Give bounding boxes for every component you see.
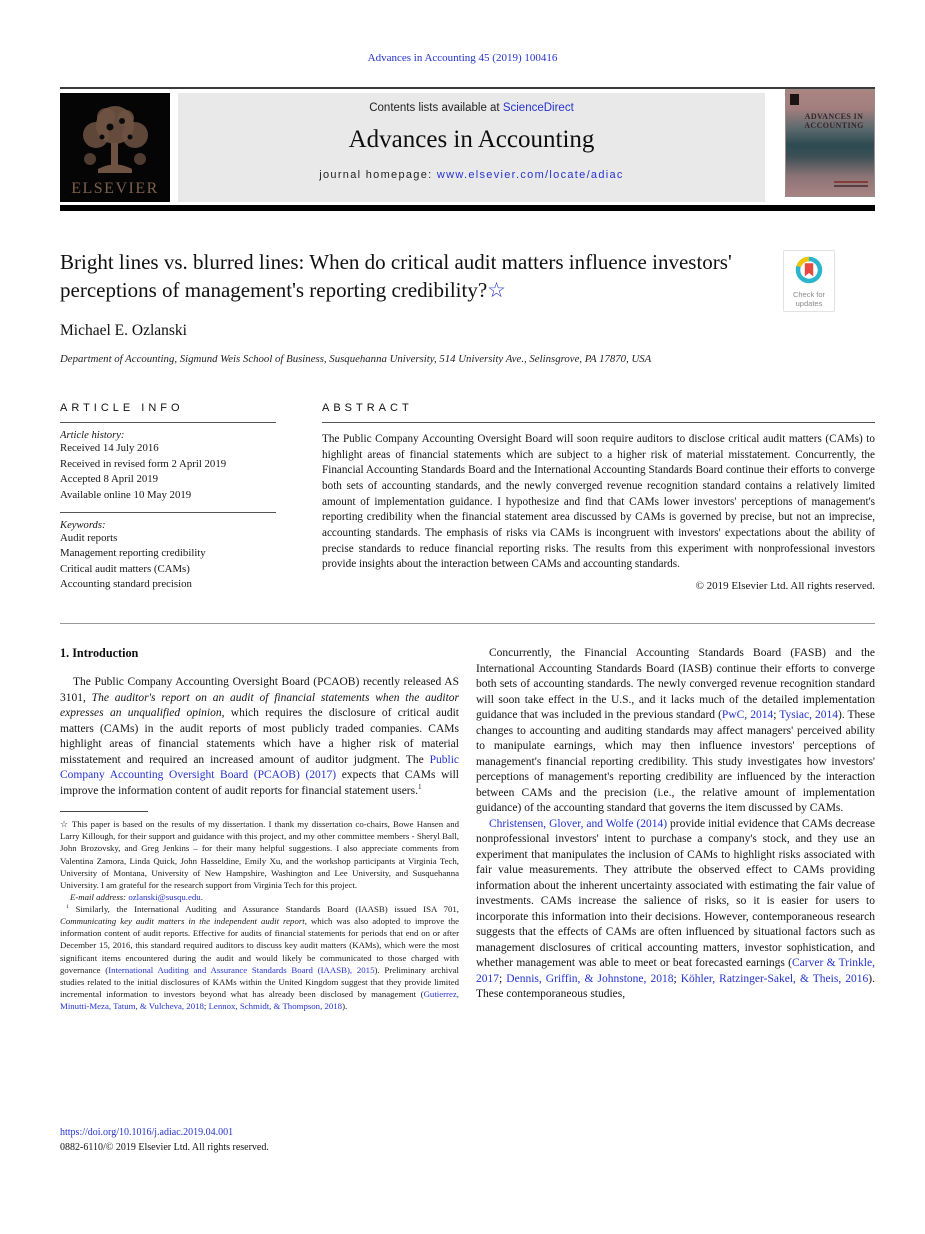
text-segment: ). These changes to accounting and auditing standards may affect managers' perceived ability to manipulate earnings, which may then influence investors' perceptions of management's financial reporting credibility. This study investigates how investors' perceptions of management's reporting credibility are influenced by the interaction between CAMs and the precision (i.e., the relative amount of implementation guidance) of the accounting standard that governs the item discussed by CAMs. bbox=[476, 709, 875, 815]
banner-center-panel bbox=[178, 93, 765, 202]
footnote-divider bbox=[60, 811, 148, 812]
list-item: Accounting standard precision bbox=[60, 578, 192, 591]
body-paragraph bbox=[476, 646, 875, 817]
body-column-right bbox=[476, 643, 875, 1125]
keywords-label: Keywords: bbox=[60, 519, 106, 531]
article-info-heading: ARTICLE INFO bbox=[60, 402, 184, 414]
inline-citation-link[interactable]: PwC, 2014 bbox=[721, 709, 774, 722]
page-footer bbox=[60, 1126, 269, 1155]
list-item: Audit reports bbox=[60, 531, 118, 544]
text-segment: E-mail address: bbox=[70, 891, 129, 902]
check-updates-icon bbox=[794, 255, 824, 285]
text-segment: Communicating key audit matters in the independent audit report bbox=[60, 916, 305, 927]
article-info-column bbox=[60, 396, 276, 593]
article-history-label: Article history: bbox=[60, 430, 125, 441]
homepage-prefix: journal homepage: bbox=[319, 169, 437, 181]
title-block bbox=[60, 249, 766, 305]
contents-line bbox=[178, 102, 765, 114]
doi-link[interactable]: https://doi.org/10.1016/j.adiac.2019.04.001 bbox=[60, 1127, 234, 1138]
body-paragraph bbox=[60, 675, 459, 799]
text-segment: provide initial evidence that CAMs decrease nonprofessional investors' intent to purchase a company's stock, and they use an experiment that manipulates the inclusion of CAMs to highlight risks associated with fair value measurements. They attribute the observed effect to CAMs providing information about the inherent uncertainty associated with estimating the fair value of investments. CAMs increase the salience of risks, so it is easier for users to incorporate this information into their decisions. However, contemporaneous research suggests that the effects of CAMs are often influenced by situational factors such as management disclosures of critical accounting matters, investor sophistication, and whether management was able to meet or beat forecasted earnings ( bbox=[476, 817, 875, 970]
inline-citation-link[interactable]: Christensen, Glover, and Wolfe (2014) bbox=[489, 817, 668, 830]
body-columns bbox=[60, 643, 875, 1125]
author-name: Michael E. Ozlanski bbox=[60, 322, 187, 339]
inline-citation-link[interactable]: Tysiac, 2014 bbox=[779, 709, 838, 722]
text-segment: Concurrently, the Financial Accounting Standards Board (FASB) and the International Accounting Standards Board (IASB) continue their efforts to converge both sets of accounting standards. The newly converged revenue recognition standard will soon take effect in the U.S., and it lacks much of the detailed implementation guidance that was included in the previous standard ( bbox=[476, 647, 875, 722]
text-segment: The Public Company Accounting Oversight Board (PCAOB) recently released AS 3101, bbox=[60, 676, 459, 704]
check-updates-label: Check for updates bbox=[792, 290, 826, 308]
text-segment: Similarly, the International Auditing and Assurance Standards Board (IAASB) issued ISA 701, bbox=[68, 904, 459, 914]
body-column-left bbox=[60, 643, 459, 1125]
footnote-star-note bbox=[60, 818, 459, 891]
text-segment: 1 bbox=[66, 904, 69, 911]
cover-title: ADVANCES IN ACCOUNTING bbox=[804, 112, 864, 131]
homepage-url-link[interactable]: www.elsevier.com/locate/adiac bbox=[436, 169, 624, 181]
inline-citation-link[interactable]: Gutierrez, Minutti-Meza, Tatum, & Vulcheva, 2018 bbox=[60, 988, 459, 1011]
abstract-column bbox=[322, 396, 875, 592]
journal-citation[interactable]: Advances in Accounting 45 (2019) 100416 bbox=[367, 52, 558, 64]
inline-citation-link[interactable]: Lennox, Schmidt, & Thompson, 2018 bbox=[208, 1001, 343, 1011]
elsevier-logo bbox=[60, 93, 170, 202]
inline-citation-link[interactable]: Public Company Accounting Oversight Board (PCAOB) (2017) bbox=[60, 753, 459, 782]
article-title: Bright lines vs. blurred lines: When do critical audit matters influence investors' perceptions of management's reporting credibility?☆ bbox=[60, 250, 732, 302]
journal-title: Advances in Accounting bbox=[348, 126, 595, 153]
section-divider bbox=[60, 623, 875, 624]
header-black-bar bbox=[60, 205, 875, 211]
inline-citation-link[interactable]: International Auditing and Assurance Standards Board (IAASB), 2015 bbox=[108, 964, 375, 975]
section-heading-introduction: 1. Introduction bbox=[60, 646, 139, 660]
text-segment: ; bbox=[203, 1001, 209, 1011]
list-item: Available online 10 May 2019 bbox=[60, 488, 192, 501]
text-segment: ). These contemporaneous studies, bbox=[476, 972, 875, 1001]
check-updates-badge[interactable] bbox=[783, 250, 835, 312]
divider bbox=[60, 512, 276, 513]
elsevier-tree-icon bbox=[60, 93, 170, 202]
journal-header-banner bbox=[60, 93, 875, 202]
footnote-email bbox=[60, 891, 459, 903]
divider bbox=[322, 422, 875, 423]
body-paragraph bbox=[476, 817, 875, 1003]
keywords-list bbox=[60, 531, 276, 594]
list-item: Management reporting credibility bbox=[60, 547, 206, 560]
cover-publisher-mark-icon bbox=[790, 94, 799, 105]
abstract-copyright: © 2019 Elsevier Ltd. All rights reserved. bbox=[695, 580, 875, 593]
list-item: Received 14 July 2016 bbox=[60, 442, 159, 454]
text-segment: . bbox=[200, 891, 203, 902]
divider bbox=[60, 422, 276, 423]
text-segment: , which was also adopted to improve the information content of audit reports. Effective for audits of financial statements for periods that end on or after December 15, 2016, this standard required auditors to discuss key audit matters (KAMs), which were the most significant items encountered during the audit and would likely be communicated to those charged with governance ( bbox=[60, 916, 460, 975]
text-segment: ). Preliminary archival studies related to the initial disclosures of KAMs within the United Kingdom suggest that they provide limited incremental information to investors beyond what has already been disclosed by management ( bbox=[60, 964, 459, 999]
elsevier-wordmark: ELSEVIER bbox=[71, 180, 159, 197]
text-segment: ). bbox=[342, 1001, 348, 1011]
top-divider bbox=[60, 87, 875, 89]
cover-footer-text-lines bbox=[834, 179, 868, 187]
text-segment: expects that CAMs will improve the information content of audit reports for financial statement users. bbox=[60, 769, 459, 797]
abstract-heading: ABSTRACT bbox=[322, 402, 413, 414]
homepage-line bbox=[178, 169, 765, 181]
contents-prefix: Contents lists available at bbox=[369, 102, 503, 114]
issn-copyright-line: 0882-6110/© 2019 Elsevier Ltd. All rights reserved. bbox=[60, 1141, 269, 1153]
title-footnote-star[interactable]: ☆ bbox=[487, 277, 506, 302]
text-segment: ☆ This paper is based on the results of my dissertation. I thank my dissertation co-chairs, Bowe Hansen and Larry Killough, for their support and guidance with this project, and my other committee members - Sheryl Ball, John Brozovsky, and Greg Jenkins – for their many helpful suggestions. I also appreciate comments from Valentina Zamora, Linda Quick, John Hasseldine, Emily Xu, and the workshop participants at Virginia Tech, University of Montana, University of New Hampshire, Washington and Lee University, and Susquehanna University. I am grateful for the research support from Virginia Tech for this project. bbox=[60, 819, 459, 890]
inline-citation-link[interactable]: Carver & Trinkle, 2017 bbox=[476, 957, 875, 985]
text-segment: ; bbox=[773, 709, 780, 722]
article-info-abstract-section bbox=[60, 396, 875, 622]
sciencedirect-link[interactable]: ScienceDirect bbox=[502, 102, 574, 114]
journal-cover-thumbnail[interactable] bbox=[785, 89, 875, 197]
footnote-1 bbox=[60, 903, 459, 1012]
list-item: Critical audit matters (CAMs) bbox=[60, 562, 190, 575]
article-history-list bbox=[60, 441, 276, 504]
text-segment: ; bbox=[499, 972, 507, 985]
list-item: Received in revised form 2 April 2019 bbox=[60, 457, 227, 470]
inline-citation-link[interactable]: Dennis, Griffin, & Johnstone, 2018 bbox=[506, 972, 674, 985]
list-item: Accepted 8 April 2019 bbox=[60, 473, 159, 486]
text-segment: 1 bbox=[418, 782, 422, 791]
text-segment: ; bbox=[673, 972, 681, 985]
inline-citation-link[interactable]: ozlanski@susqu.edu bbox=[128, 891, 201, 902]
text-segment: , which requires the disclosure of critical audit matters (CAMs) in the audit reports of most publicly traded companies. CAMs highlight areas of financial statements which have a higher risk of material misstatement and required an increased amount of auditor judgment. The bbox=[60, 707, 459, 766]
author-affiliation: Department of Accounting, Sigmund Weis School of Business, Susquehanna University, 514 University Ave., Selinsgrove, PA 17870, USA bbox=[60, 353, 652, 365]
inline-citation-link[interactable]: Köhler, Ratzinger-Sakel, & Theis, 2016 bbox=[680, 972, 869, 985]
text-segment: The auditor's report on an audit of financial statements when the auditor expresses an unqualified opinion bbox=[60, 691, 459, 720]
abstract-text: The Public Company Accounting Oversight Board will soon require auditors to disclose critical audit matters (CAMs) to highlight areas of financial statements which are subject to a higher risk of material misstatement. Concurrently, the Financial Accounting Standards Board and the International Accounting Standards Board continue their efforts to converge both sets of accounting standards, and the newly converged revenue recognition standard contains a relatively limited amount of implementation guidance. I hypothesize and find that CAMs lower investors' perceptions of management's reporting credibility when the financial statement area discussed by CAMs is governed by precise, but not an imprecise, accounting standards. The emphasis of risks via CAMs is incongruent with investors' expectations about the ability of precise standards to reduce financial reporting risks. The results from this experiment with nonprofessional investors provide insights about the interaction between CAMs and accounting standards. bbox=[322, 433, 875, 571]
